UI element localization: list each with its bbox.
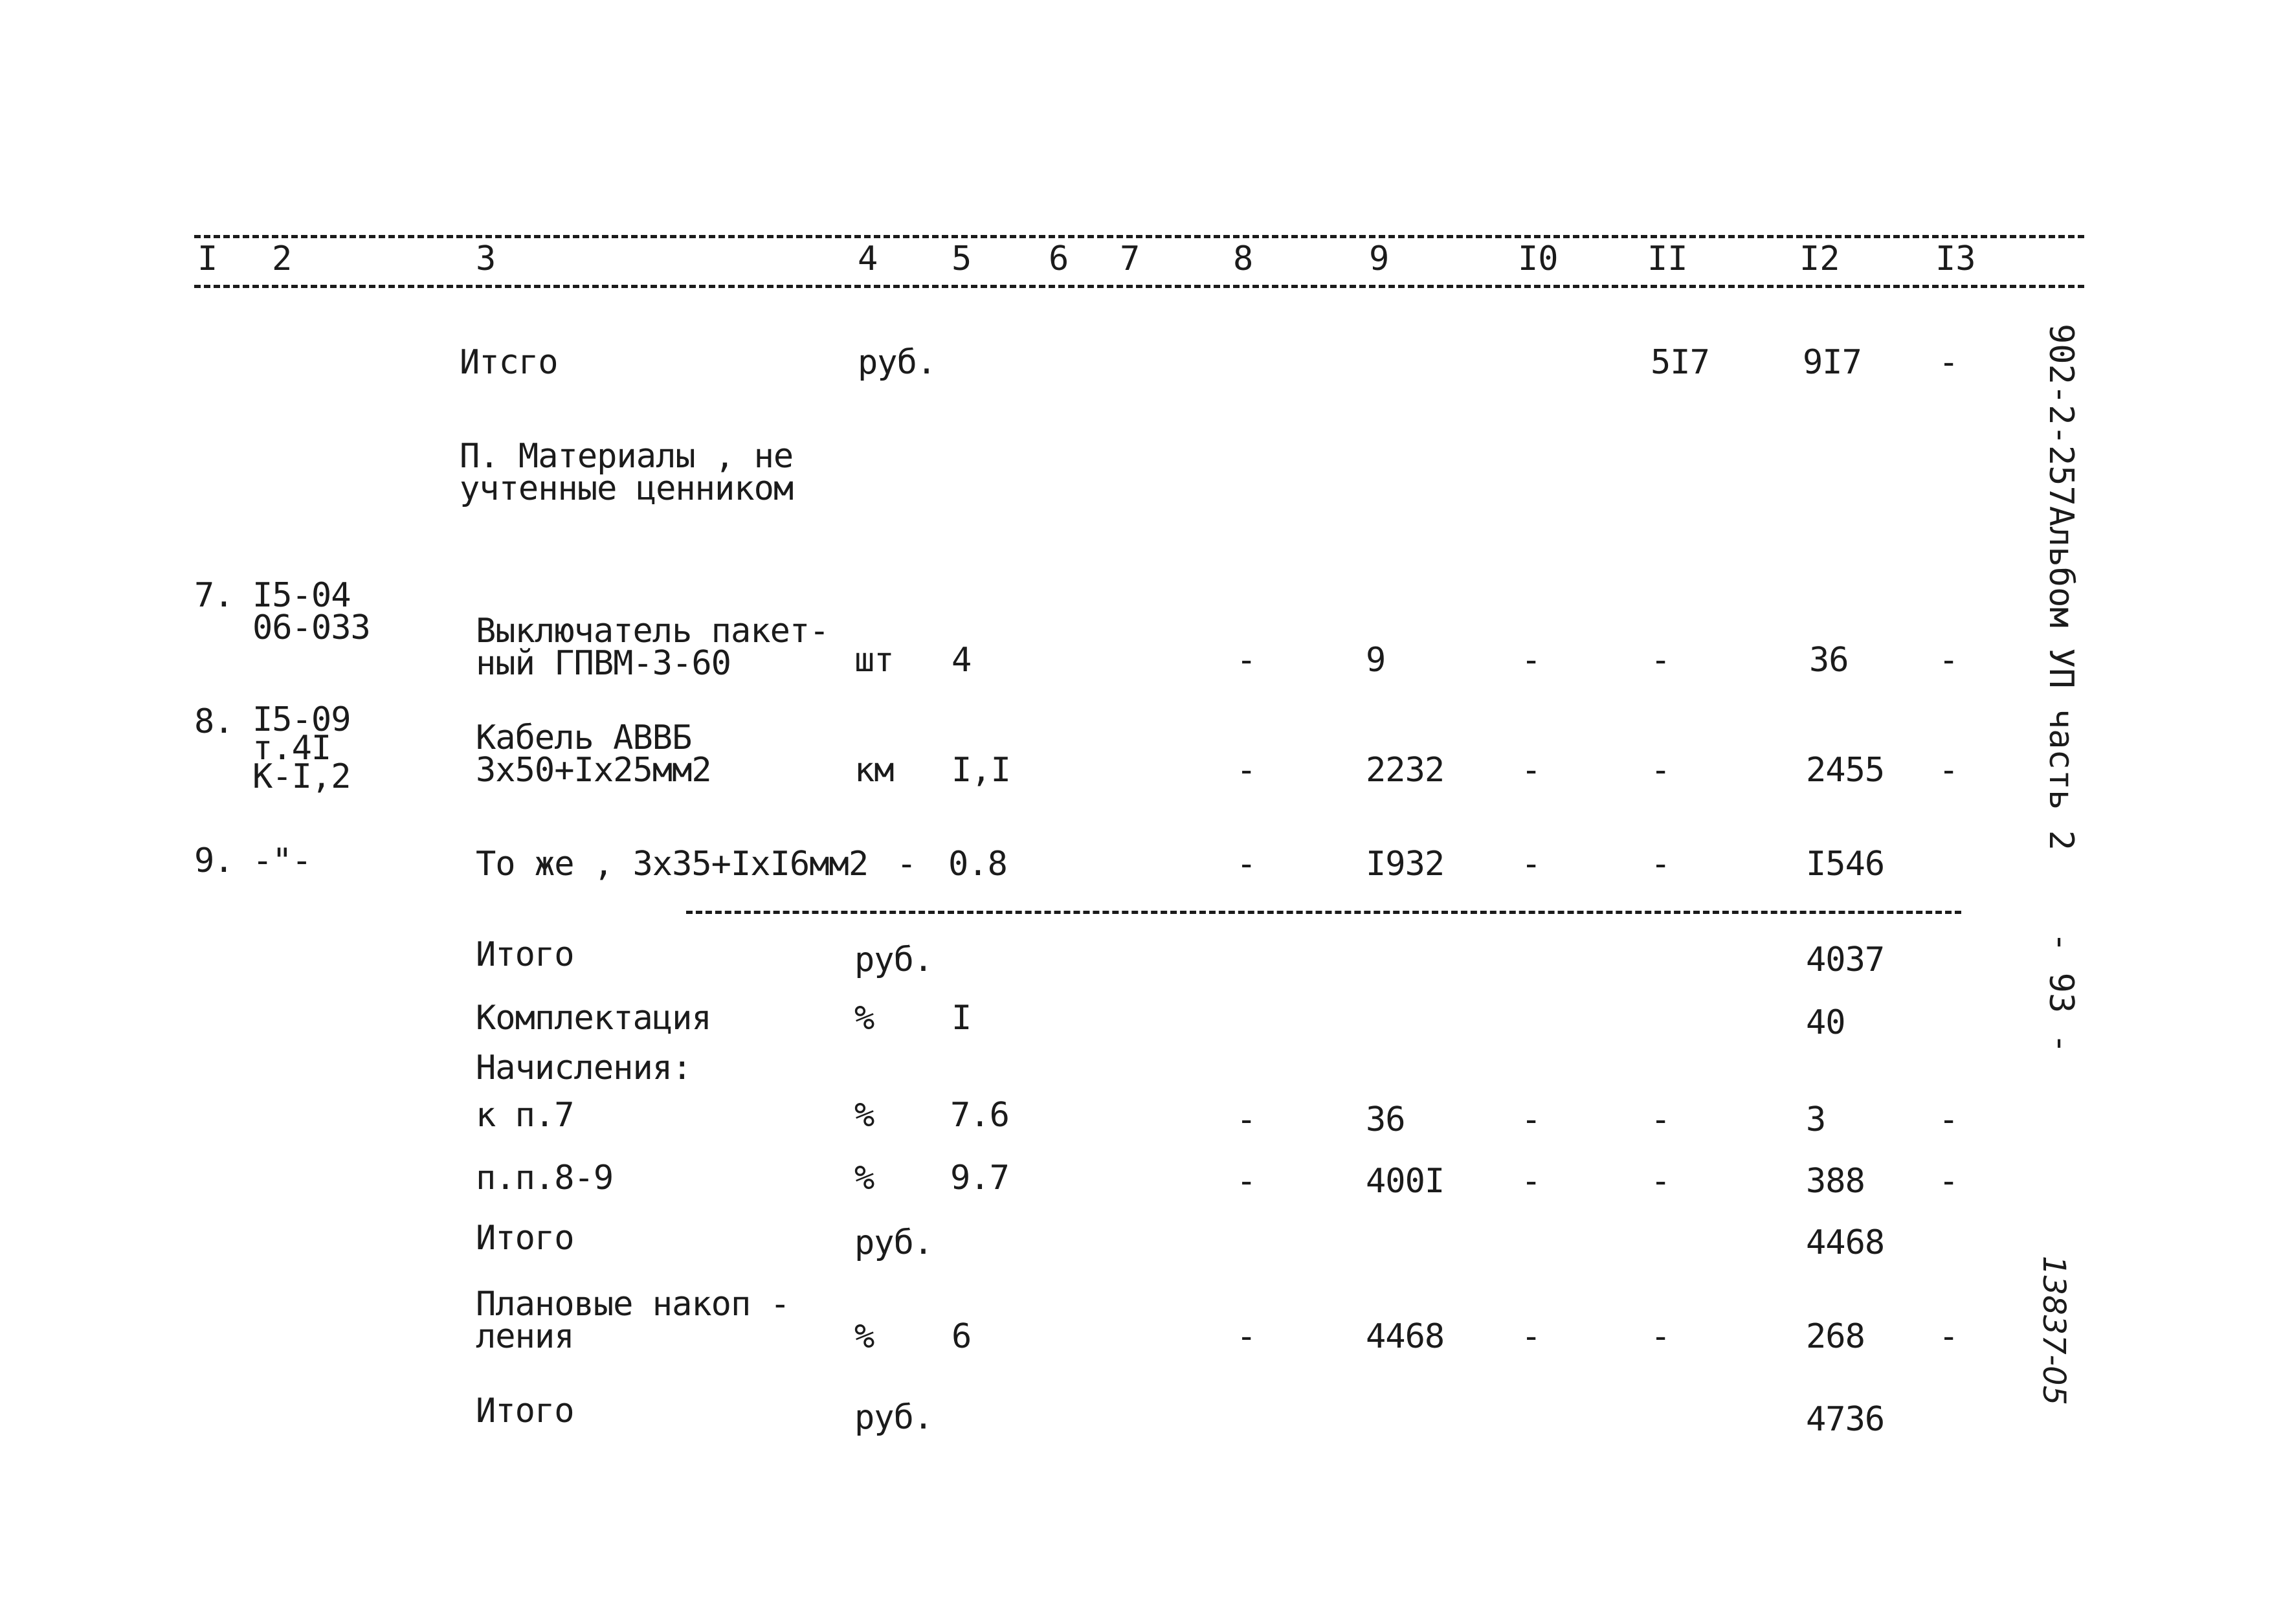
- row-col12: 2455: [1806, 751, 1885, 790]
- row-col12: 388: [1806, 1162, 1865, 1201]
- row-col8: -: [1236, 845, 1256, 884]
- row-col12: 9I7: [1803, 343, 1862, 382]
- row-col5: I,I: [951, 751, 1010, 790]
- row-col12: 4468: [1806, 1223, 1885, 1262]
- row-name: [476, 612, 829, 683]
- row-name: п.п.8-9: [476, 1159, 614, 1197]
- row-col12: 4736: [1806, 1400, 1885, 1439]
- row-name: [476, 1285, 790, 1356]
- row-unit: %: [854, 1317, 874, 1356]
- row-col11: 5I7: [1651, 343, 1709, 382]
- row-unit: %: [854, 1096, 874, 1135]
- row-name-line1: Кабель АВВБ: [476, 718, 692, 757]
- row-unit: -: [896, 845, 917, 884]
- row-col13: -: [1939, 751, 1959, 790]
- row-number: 8.: [194, 702, 234, 741]
- row-col12: 36: [1809, 641, 1849, 680]
- row-col13: -: [1939, 1100, 1959, 1139]
- row-unit: руб.: [854, 1398, 933, 1437]
- row-col13: -: [1939, 1317, 1959, 1356]
- row-number: 7.: [194, 576, 234, 615]
- row-col13: -: [1939, 343, 1959, 382]
- row-number: 9.: [194, 841, 234, 880]
- row-name-line2: ный ГПВМ-3-60: [476, 644, 731, 683]
- row-code: [252, 700, 351, 796]
- col-7: 7: [1120, 239, 1140, 278]
- row-code-line1: I5-04: [252, 576, 351, 615]
- row-unit: руб.: [854, 1223, 933, 1262]
- row-name: [476, 718, 711, 790]
- section-heading-line1: П. Материалы , не: [460, 437, 794, 476]
- row-name-line2: ления: [476, 1317, 574, 1356]
- row-col8: -: [1236, 1162, 1256, 1201]
- row-unit: %: [854, 999, 874, 1038]
- row-code-line2: 06-033: [252, 608, 370, 647]
- col-8: 8: [1233, 239, 1254, 278]
- row-col9: 400I: [1366, 1162, 1445, 1201]
- row-col9: 2232: [1366, 751, 1445, 790]
- row-name: Итсго: [460, 343, 558, 382]
- row-code: [252, 576, 370, 647]
- col-5: 5: [951, 239, 972, 278]
- col-12: I2: [1799, 239, 1840, 278]
- col-1: I: [197, 239, 218, 278]
- row-unit: шт: [854, 641, 894, 680]
- row-col8: -: [1236, 751, 1256, 790]
- row-name: к п.7: [476, 1096, 574, 1135]
- row-col13: -: [1939, 641, 1959, 680]
- row-col12: 4037: [1806, 940, 1885, 979]
- row-col11: -: [1651, 641, 1671, 680]
- row-col13: -: [1939, 1162, 1959, 1201]
- row-code: -"-: [252, 841, 311, 880]
- row-unit: %: [854, 1159, 874, 1197]
- row-code-line1: I5-09: [252, 700, 351, 739]
- row-col8: -: [1236, 641, 1256, 680]
- row-col12: 40: [1806, 1003, 1845, 1042]
- row-col5: 6: [951, 1317, 972, 1356]
- row-col10: -: [1521, 845, 1541, 884]
- col-10: I0: [1518, 239, 1559, 278]
- row-col8: -: [1236, 1100, 1256, 1139]
- row-col10: -: [1521, 1100, 1541, 1139]
- row-name: Комплектация: [476, 999, 711, 1038]
- row-code-line3: К-I,2: [252, 757, 351, 796]
- row-col11: -: [1651, 1162, 1671, 1201]
- col-11: II: [1647, 239, 1688, 278]
- row-col10: -: [1521, 641, 1541, 680]
- row-col9: I932: [1366, 845, 1445, 884]
- row-unit: руб.: [854, 940, 933, 979]
- row-col12: I546: [1806, 845, 1885, 884]
- row-col5: 4: [951, 641, 972, 680]
- row-unit: км: [854, 751, 894, 790]
- accruals-heading: Начисления:: [476, 1049, 692, 1087]
- header-bottom-rule: [194, 285, 2084, 288]
- section-heading-line2: учтенные ценником: [460, 469, 794, 508]
- col-9: 9: [1369, 239, 1390, 278]
- col-3: 3: [476, 239, 496, 278]
- row-name: Итого: [476, 1219, 574, 1258]
- col-13: I3: [1935, 239, 1976, 278]
- row-name: То же , 3х35+IхI6мм2: [476, 845, 869, 884]
- row-name-line1: Выключатель пакет-: [476, 612, 829, 651]
- row-col5: I: [951, 999, 972, 1038]
- row-name-line1: Плановые накоп -: [476, 1285, 790, 1324]
- section-heading: [460, 437, 794, 508]
- col-6: 6: [1049, 239, 1069, 278]
- row-col12: 3: [1806, 1100, 1826, 1139]
- row-col10: -: [1521, 1317, 1541, 1356]
- row-col5: 0.8: [948, 845, 1007, 884]
- row-col8: -: [1236, 1317, 1256, 1356]
- col-2: 2: [272, 239, 293, 278]
- row-col11: -: [1651, 751, 1671, 790]
- row-name: Итого: [476, 935, 574, 974]
- row-col11: -: [1651, 845, 1671, 884]
- row-col9: 4468: [1366, 1317, 1445, 1356]
- row-col10: -: [1521, 751, 1541, 790]
- col-4: 4: [858, 239, 878, 278]
- row-code-line2: т.4I: [252, 729, 331, 768]
- row-col10: -: [1521, 1162, 1541, 1201]
- subtotal-rule: [686, 911, 1961, 914]
- album-title: 902-2-257Альбом УП часть 2: [2042, 324, 2080, 851]
- header-top-rule: [194, 235, 2084, 238]
- row-col11: -: [1651, 1100, 1671, 1139]
- row-col5: 7.6: [950, 1096, 1009, 1135]
- row-col5: 9.7: [950, 1159, 1009, 1197]
- row-col11: -: [1651, 1317, 1671, 1356]
- row-col12: 268: [1806, 1317, 1865, 1356]
- row-col9: 9: [1366, 641, 1386, 680]
- row-col9: 36: [1366, 1100, 1405, 1139]
- page-number: - 93 -: [2042, 932, 2080, 1054]
- row-unit: руб.: [858, 343, 937, 382]
- row-name-line2: 3х50+Iх25мм2: [476, 751, 711, 790]
- archive-stamp: 13837-05: [2036, 1256, 2072, 1406]
- row-name: Итого: [476, 1392, 574, 1430]
